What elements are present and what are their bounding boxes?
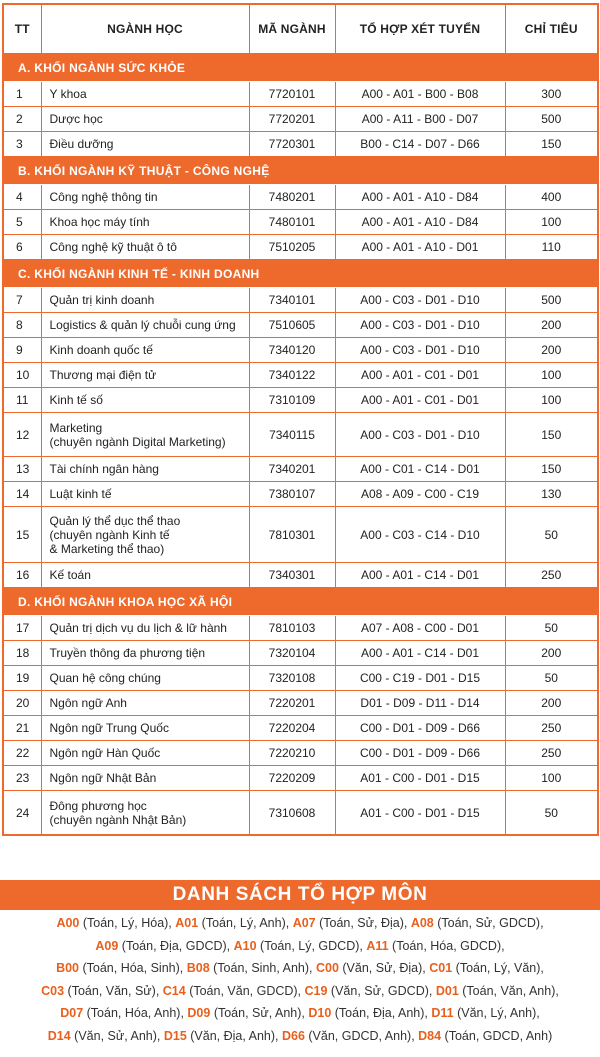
quota: 100 (505, 210, 598, 235)
combo-code: D01 (435, 983, 459, 998)
combo-subjects: (Toán, Địa, GDCD), (118, 938, 234, 953)
major-name-line: Y khoa (49, 87, 87, 101)
header-major-name: NGÀNH HỌC (41, 4, 249, 54)
combo-code: A08 (410, 916, 434, 930)
major-code: 7480201 (249, 185, 335, 210)
combo-subjects: (Văn, Sử, Địa), (338, 961, 430, 976)
row-number: 12 (3, 413, 41, 457)
major-code: 7720301 (249, 132, 335, 157)
major-name (41, 666, 249, 691)
major-name (41, 235, 249, 260)
major-name (41, 288, 249, 313)
quota: 100 (505, 388, 598, 413)
quota: 400 (505, 185, 598, 210)
major-name-line: Điều dưỡng (49, 137, 114, 151)
row-number: 3 (3, 132, 41, 157)
combo-subjects: (Toán, Hóa, GDCD), (388, 938, 505, 953)
row-number: 10 (3, 363, 41, 388)
combo-subjects: (Văn, Sử, GDCD), (327, 983, 436, 998)
combination: A00 - C03 - D01 - D10 (335, 338, 505, 363)
major-code: 7340101 (249, 288, 335, 313)
quota: 100 (505, 766, 598, 791)
major-name-line: Quan hệ công chúng (49, 671, 161, 685)
section-header-row (3, 588, 598, 616)
quota: 150 (505, 132, 598, 157)
table-header-row (3, 4, 598, 54)
major-name (41, 185, 249, 210)
row-number: 2 (3, 107, 41, 132)
major-name-line: (chuyên ngành Kinh tế (49, 527, 170, 542)
major-name-line: Tài chính ngân hàng (49, 462, 159, 476)
major-name (41, 482, 249, 507)
major-code: 7220201 (249, 691, 335, 716)
combo-subjects: (Toán, Sử, Anh), (210, 1006, 309, 1021)
major-name-line: Marketing (49, 420, 103, 435)
combination: A00 - C03 - C14 - D10 (335, 507, 505, 563)
table-row (3, 388, 598, 413)
major-name (41, 616, 249, 641)
combo-code: D66 (281, 1028, 305, 1043)
major-name-line: Ngôn ngữ Trung Quốc (49, 721, 169, 735)
combination: C00 - C19 - D01 - D15 (335, 666, 505, 691)
row-number: 24 (3, 791, 41, 836)
combo-line (0, 935, 600, 958)
row-number: 16 (3, 563, 41, 588)
section-title: A. KHỐI NGÀNH SỨC KHỎE (3, 54, 598, 82)
row-number: 21 (3, 716, 41, 741)
combination: A00 - A01 - A10 - D84 (335, 210, 505, 235)
major-name (41, 641, 249, 666)
row-number: 19 (3, 666, 41, 691)
table-row (3, 363, 598, 388)
table-row (3, 563, 598, 588)
major-name (41, 413, 249, 457)
table-row (3, 235, 598, 260)
combination: A01 - C00 - D01 - D15 (335, 766, 505, 791)
combination: A00 - A01 - C01 - D01 (335, 388, 505, 413)
major-name (41, 388, 249, 413)
major-name-line: Kinh tế số (49, 393, 103, 407)
major-name-line: Dược học (49, 112, 103, 126)
major-code: 7510205 (249, 235, 335, 260)
combo-code: C00 (315, 961, 339, 976)
quota: 130 (505, 482, 598, 507)
combination: A07 - A08 - C00 - D01 (335, 616, 505, 641)
table-row (3, 288, 598, 313)
row-number: 9 (3, 338, 41, 363)
section-title: C. KHỐI NGÀNH KINH TẾ - KINH DOANH (3, 260, 598, 288)
major-code: 7320108 (249, 666, 335, 691)
combo-code: B08 (186, 961, 210, 976)
quota: 200 (505, 691, 598, 716)
section-title: D. KHỐI NGÀNH KHOA HỌC XÃ HỘI (3, 588, 598, 616)
table-row (3, 132, 598, 157)
combo-code: B00 (56, 961, 80, 976)
combo-code: D11 (431, 1006, 454, 1021)
table-row (3, 185, 598, 210)
major-name-line: Đông phương học (49, 798, 147, 813)
major-name-line: Khoa học máy tính (49, 215, 150, 229)
major-name-line: Công nghệ kỹ thuật ô tô (49, 240, 177, 254)
combo-subjects: (Toán, Văn, Sử), (64, 983, 163, 998)
row-number: 20 (3, 691, 41, 716)
combo-subjects: (Toán, Sinh, Anh), (209, 961, 316, 976)
section-header-row (3, 54, 598, 82)
combo-code: A01 (175, 916, 199, 930)
major-name-line: Quản trị kinh doanh (49, 293, 155, 307)
major-name-line: (chuyên ngành Nhật Bản) (49, 812, 187, 827)
combo-subjects: (Toán, GDCD, Anh) (441, 1028, 553, 1043)
major-name-line: Kế toán (49, 568, 91, 582)
combo-code: D15 (163, 1028, 187, 1043)
quota: 110 (505, 235, 598, 260)
major-name-line: Ngôn ngữ Nhật Bản (49, 771, 157, 785)
row-number: 14 (3, 482, 41, 507)
combination: A00 - A11 - B00 - D07 (335, 107, 505, 132)
quota: 150 (505, 413, 598, 457)
combo-code: D84 (418, 1028, 442, 1043)
combination: D01 - D09 - D11 - D14 (335, 691, 505, 716)
quota: 100 (505, 363, 598, 388)
major-code: 7310109 (249, 388, 335, 413)
row-number: 4 (3, 185, 41, 210)
major-name (41, 210, 249, 235)
header-quota: CHỈ TIÊU (505, 4, 598, 54)
major-code: 7340115 (249, 413, 335, 457)
major-name-line: Ngôn ngữ Anh (49, 696, 127, 710)
combo-code: D14 (47, 1028, 71, 1043)
combo-code: C03 (41, 983, 65, 998)
major-name (41, 563, 249, 588)
combo-code: A10 (233, 938, 257, 953)
major-name (41, 741, 249, 766)
combination: A00 - A01 - A10 - D01 (335, 235, 505, 260)
combo-code: A09 (95, 938, 119, 953)
major-name (41, 313, 249, 338)
combo-line (0, 912, 600, 935)
combo-code: D07 (60, 1006, 84, 1021)
major-name (41, 132, 249, 157)
major-code: 7340201 (249, 457, 335, 482)
major-code: 7720201 (249, 107, 335, 132)
row-number: 6 (3, 235, 41, 260)
combination: A00 - A01 - B00 - B08 (335, 82, 505, 107)
combo-line (0, 980, 600, 1003)
combo-subjects: (Văn, Sử, Anh), (70, 1028, 164, 1043)
combination: A00 - A01 - C14 - D01 (335, 641, 505, 666)
combination: A08 - A09 - C00 - C19 (335, 482, 505, 507)
major-code: 7340122 (249, 363, 335, 388)
major-code: 7310608 (249, 791, 335, 836)
major-name (41, 338, 249, 363)
quota: 250 (505, 563, 598, 588)
table-row (3, 482, 598, 507)
table-row (3, 313, 598, 338)
row-number: 23 (3, 766, 41, 791)
combo-subjects: (Văn, Địa, Anh), (186, 1028, 282, 1043)
quota: 200 (505, 641, 598, 666)
major-name (41, 82, 249, 107)
quota: 500 (505, 288, 598, 313)
major-name-line: Công nghệ thông tin (49, 190, 158, 204)
major-code: 7720101 (249, 82, 335, 107)
major-name (41, 766, 249, 791)
combo-code: C19 (304, 983, 328, 998)
major-code: 7810301 (249, 507, 335, 563)
row-number: 18 (3, 641, 41, 666)
combo-code: D10 (308, 1006, 332, 1021)
combo-subjects: (Toán, Lý, Văn), (452, 961, 544, 976)
row-number: 5 (3, 210, 41, 235)
combination: A00 - A01 - C01 - D01 (335, 363, 505, 388)
major-name-line: Quản lý thể dục thể thao (49, 513, 181, 528)
table-row (3, 457, 598, 482)
header-tt: TT (3, 4, 41, 54)
section-header-row (3, 157, 598, 185)
combination: A00 - C01 - C14 - D01 (335, 457, 505, 482)
major-name-line: Logistics & quản lý chuỗi cung ứng (49, 318, 236, 332)
header-combination: TỔ HỢP XÉT TUYỂN (335, 4, 505, 54)
quota: 50 (505, 791, 598, 836)
section-title: B. KHỐI NGÀNH KỸ THUẬT - CÔNG NGHỆ (3, 157, 598, 185)
major-name (41, 457, 249, 482)
row-number: 11 (3, 388, 41, 413)
major-code: 7810103 (249, 616, 335, 641)
quota: 500 (505, 107, 598, 132)
row-number: 8 (3, 313, 41, 338)
major-code: 7380107 (249, 482, 335, 507)
combination: A01 - C00 - D01 - D15 (335, 791, 505, 836)
major-code: 7220204 (249, 716, 335, 741)
section-header-row (3, 260, 598, 288)
majors-table-body (3, 54, 598, 836)
table-row (3, 107, 598, 132)
combo-code: A11 (366, 938, 389, 953)
quota: 200 (505, 338, 598, 363)
quota: 50 (505, 616, 598, 641)
combo-code: D09 (187, 1006, 211, 1021)
major-name-line: Truyền thông đa phương tiện (49, 646, 206, 660)
combination: C00 - D01 - D09 - D66 (335, 741, 505, 766)
combination: A00 - A01 - C14 - D01 (335, 563, 505, 588)
table-row (3, 641, 598, 666)
table-row (3, 716, 598, 741)
major-code: 7220209 (249, 766, 335, 791)
major-name-line: Thương mại điện tử (49, 368, 157, 382)
quota: 200 (505, 313, 598, 338)
major-code: 7320104 (249, 641, 335, 666)
quota: 250 (505, 716, 598, 741)
combination: B00 - C14 - D07 - D66 (335, 132, 505, 157)
row-number: 1 (3, 82, 41, 107)
combo-line (0, 1002, 600, 1025)
combo-subjects: (Toán, Sử, Địa), (315, 916, 411, 930)
major-code: 7510605 (249, 313, 335, 338)
table-row (3, 210, 598, 235)
table-row (3, 616, 598, 641)
table-row (3, 82, 598, 107)
major-name-line: Quản trị dịch vụ du lịch & lữ hành (49, 621, 227, 635)
combo-subjects: (Toán, Địa, Anh), (331, 1006, 432, 1021)
combo-subjects: (Toán, Lý, GDCD), (256, 938, 367, 953)
combo-line (0, 1025, 600, 1048)
major-code: 7340301 (249, 563, 335, 588)
major-code: 7480101 (249, 210, 335, 235)
row-number: 13 (3, 457, 41, 482)
major-name (41, 363, 249, 388)
combo-code: A07 (292, 916, 316, 930)
major-name (41, 507, 249, 563)
quota: 300 (505, 82, 598, 107)
header-major-code: MÃ NGÀNH (249, 4, 335, 54)
majors-table (2, 3, 599, 836)
combination: A00 - C03 - D01 - D10 (335, 413, 505, 457)
table-row (3, 791, 598, 836)
table-row (3, 413, 598, 457)
combo-subjects: (Toán, Văn, GDCD), (185, 983, 305, 998)
row-number: 15 (3, 507, 41, 563)
table-row (3, 338, 598, 363)
table-row (3, 691, 598, 716)
combo-code: C14 (162, 983, 186, 998)
table-row (3, 507, 598, 563)
quota: 50 (505, 666, 598, 691)
major-name-line: (chuyên ngành Digital Marketing) (49, 434, 226, 449)
table-row (3, 766, 598, 791)
major-code: 7340120 (249, 338, 335, 363)
major-name-line: Ngôn ngữ Hàn Quốc (49, 746, 161, 760)
combo-subjects: (Văn, GDCD, Anh), (304, 1028, 419, 1043)
combo-subjects: (Toán, Lý, Hóa), (79, 916, 176, 930)
quota: 250 (505, 741, 598, 766)
combo-subjects: (Toán, Sử, GDCD), (433, 916, 544, 930)
combination: A00 - C03 - D01 - D10 (335, 288, 505, 313)
table-row (3, 741, 598, 766)
row-number: 7 (3, 288, 41, 313)
table-row (3, 666, 598, 691)
combination: C00 - D01 - D09 - D66 (335, 716, 505, 741)
combo-subjects: (Toán, Hóa, Sinh), (79, 961, 187, 976)
quota: 150 (505, 457, 598, 482)
combo-line (0, 957, 600, 980)
major-name-line: Kinh doanh quốc tế (49, 343, 153, 357)
major-name-line: & Marketing thể thao) (49, 541, 165, 556)
row-number: 22 (3, 741, 41, 766)
combo-list-title: DANH SÁCH TỔ HỢP MÔN (0, 880, 600, 910)
major-name (41, 791, 249, 836)
quota: 50 (505, 507, 598, 563)
combo-code: A00 (56, 916, 80, 930)
row-number: 17 (3, 616, 41, 641)
combo-subjects: (Văn, Lý, Anh), (453, 1006, 540, 1021)
combo-subjects: (Toán, Văn, Anh), (458, 983, 559, 998)
major-name (41, 107, 249, 132)
combo-code: C01 (429, 961, 453, 976)
combo-subjects: (Toán, Hóa, Anh), (83, 1006, 188, 1021)
combination: A00 - C03 - D01 - D10 (335, 313, 505, 338)
major-name (41, 716, 249, 741)
major-code: 7220210 (249, 741, 335, 766)
major-name-line: Luật kinh tế (49, 487, 112, 501)
major-name (41, 691, 249, 716)
combination: A00 - A01 - A10 - D84 (335, 185, 505, 210)
combo-subjects: (Toán, Lý, Anh), (198, 916, 293, 930)
combo-list (0, 912, 600, 1048)
